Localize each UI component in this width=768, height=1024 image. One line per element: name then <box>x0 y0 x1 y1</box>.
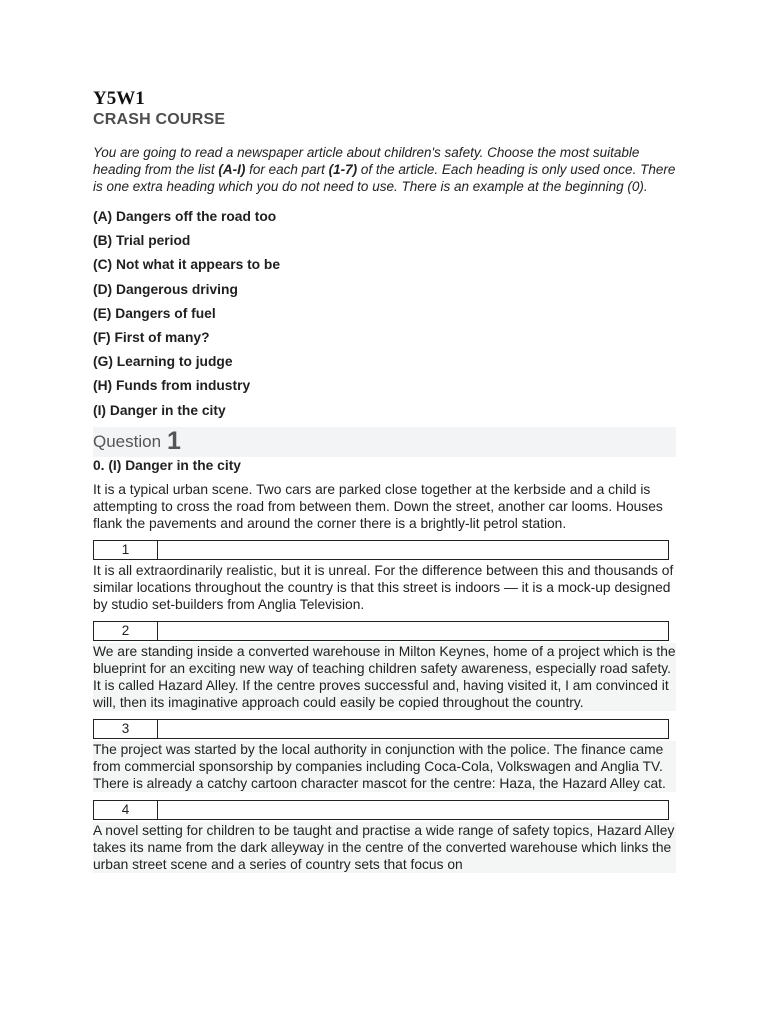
answer-field-4[interactable] <box>158 801 668 819</box>
answer-field-2[interactable] <box>158 622 668 640</box>
answer-field-1[interactable] <box>158 541 668 559</box>
question-label: Question <box>93 431 162 451</box>
question-number: 1 <box>167 427 181 456</box>
worksheet <box>93 88 676 873</box>
heading-option: (H) Funds from industry <box>93 378 251 394</box>
answer-box-number: 4 <box>94 801 158 819</box>
answer-box-1 <box>93 540 669 560</box>
answer-box-number: 1 <box>94 541 158 559</box>
question-header <box>93 427 676 457</box>
heading-option: (B) Trial period <box>93 233 191 249</box>
paragraph-1: It is all extraordinarily realistic, but it is unreal. For the difference between this and thousands of similar locations throughout the country is that this street is indoors — it is a mock-up designed by studio set-builders from Anglia Television. <box>93 562 674 612</box>
paragraph-2: We are standing inside a converted warehouse in Milton Keynes, home of a project which is the blueprint for an exciting new way of teaching children safety awareness, especially road safety. It is called Hazard Alley. If the centre proves successful and, having visited it, I am convinced it will, then its imaginative approach could easily be copied throughout the country. <box>93 643 676 710</box>
answer-box-number: 3 <box>94 720 158 738</box>
answer-box-2 <box>93 621 669 641</box>
paragraph-4: A novel setting for children to be taught and practise a wide range of safety topics, Hazard Alley takes its name from the dark alleyway in the centre of the converted warehouse which links the urban street scene and a series of country sets that focus on <box>93 822 675 872</box>
worksheet-code: Y5W1 <box>93 88 145 109</box>
instructions: You are going to read a newspaper article about children's safety. Choose the most suitable heading from the list (A-I) for each part (1-7) of the article. Each heading is only used once. There is one extra heading which you do not need to use. There is an example at the beginning (0). <box>93 145 676 194</box>
heading-option: (C) Not what it appears to be <box>93 257 281 273</box>
heading-option: (G) Learning to judge <box>93 354 233 370</box>
worksheet-title: CRASH COURSE <box>93 111 226 128</box>
answer-field-3[interactable] <box>158 720 668 738</box>
heading-option: (F) First of many? <box>93 329 210 345</box>
heading-option: (D) Dangerous driving <box>93 281 238 297</box>
heading-option: (I) Danger in the city <box>93 402 226 418</box>
answer-box-number: 2 <box>94 622 158 640</box>
heading-option: (A) Dangers off the road too <box>93 209 277 224</box>
answer-box-4 <box>93 800 669 820</box>
example-answer: 0. (I) Danger in the city <box>93 457 241 473</box>
answer-box-3 <box>93 719 669 739</box>
heading-options-list <box>93 209 676 419</box>
paragraph-0: It is a typical urban scene. Two cars are parked close together at the kerbside and a child is attempting to cross the road from between them. Down the street, another car looms. Houses flank the pavements and around the corner there is a brightly-lit petrol station. <box>93 481 663 531</box>
paragraph-3: The project was started by the local authority in conjunction with the police. The finance came from commercial sponsorship by companies including Coca-Cola, Volkswagen and Anglia TV. There is already a catchy cartoon character mascot for the centre: Haza, the Hazard Alley cat. <box>93 741 676 792</box>
heading-option: (E) Dangers of fuel <box>93 305 216 321</box>
